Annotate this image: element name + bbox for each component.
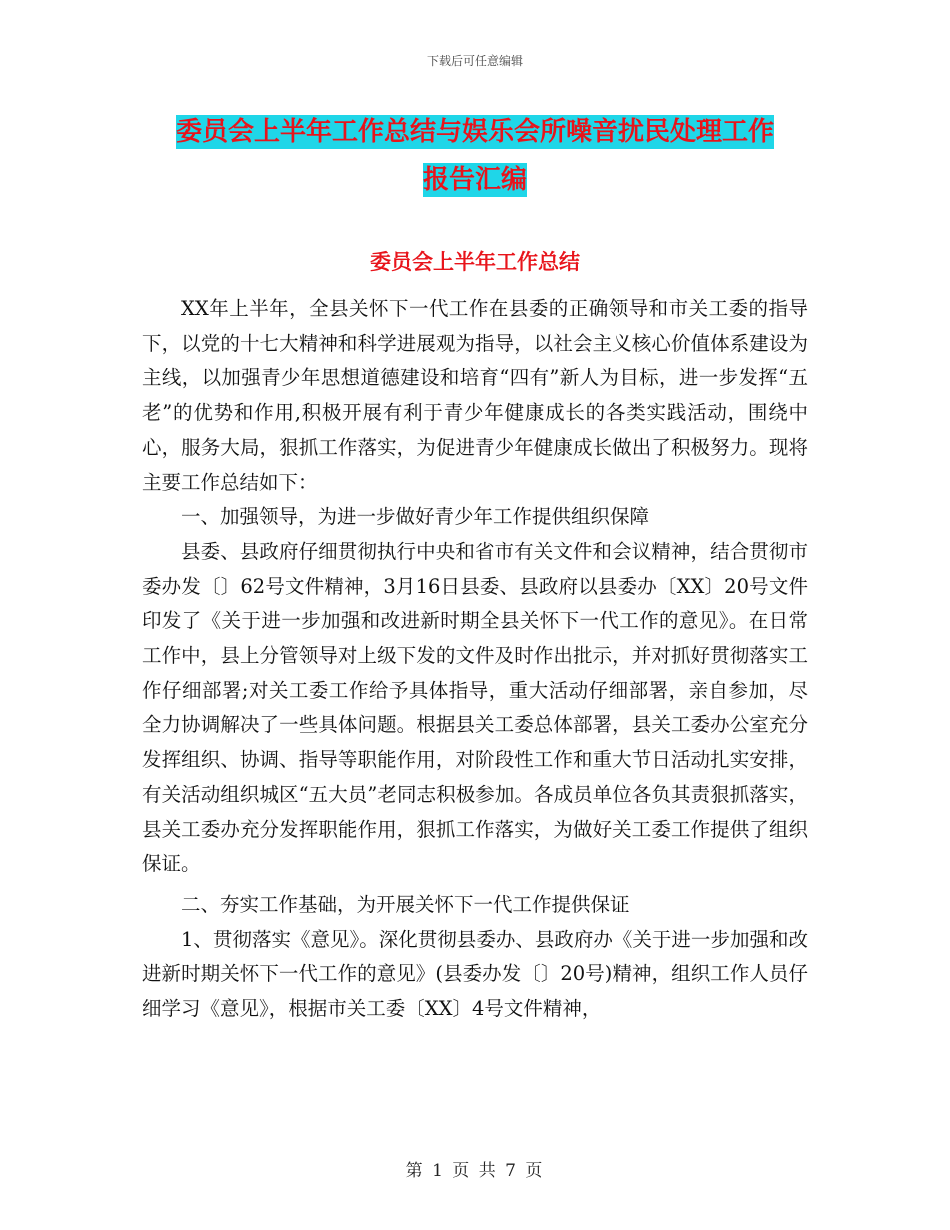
- heading-part-two: 二、夯实工作基础，为开展关怀下一代工作提供保证: [181, 892, 630, 916]
- heading-part-one: 一、加强领导，为进一步做好青少年工作提供组织保障: [181, 505, 650, 529]
- paragraph-part-one: 县委、县政府仔细贯彻执行中央和省市有关文件和会议精神，结合贯彻市委办发〔〕62号文件精神，3月16日县委、县政府以县委办〔XX〕20号文件印发了《关于进一步加强和改进新时期全县关怀下一代工作的意见》。在日常工作中，县上分管领导对上级下发的文件及时作出批示，并对抓好贯彻落实工作仔细部署;对关工委工作给予具体指导，重大活动仔细部署，亲自参加，尽全力协调解决了一些具体问题。根据县关工委总体部署，县关工委办公室充分发挥组织、协调、指导等职能作用，对阶段性工作和重大节日活动扎实安排，有关活动组织城区“五大员”老同志积极参加。各成员单位各负其责狠抓落实，县关工委办充分发挥职能作用，狠抓工作落实，为做好关工委工作提供了组织保证。: [142, 539, 808, 876]
- header-note: 下载后可任意编辑: [426, 54, 523, 68]
- section-title: 委员会上半年工作总结: [370, 250, 580, 274]
- document-body: [142, 292, 808, 1027]
- page-number: 第 1 页 共 7 页: [405, 1161, 545, 1181]
- document-title: [140, 108, 810, 204]
- paragraph-intro: XX年上半年，全县关怀下一代工作在县委的正确领导和市关工委的指导下，以党的十七大精神和科学进展观为指导，以社会主义核心价值体系建设为主线，以加强青少年思想道德建设和培育“四有”新人为目标，进一步发挥“五老”的优势和作用,积极开展有利于青少年健康成长的各类实践活动，围绕中心，服务大局，狠抓工作落实，为促进青少年健康成长做出了积极努力。现将主要工作总结如下：: [142, 297, 808, 494]
- paragraph-part-two-item-1: 1、贯彻落实《意见》。深化贯彻县委办、县政府办《关于进一步加强和改进新时期关怀下一代工作的意见》(县委办发〔〕20号)精神，组织工作人员仔细学习《意见》，根据市关工委〔XX〕4号文件精神，: [142, 927, 808, 1021]
- document-title-line-2: 报告汇编: [422, 165, 527, 195]
- document-title-line-1: 委员会上半年工作总结与娱乐会所噪音扰民处理工作: [175, 117, 774, 147]
